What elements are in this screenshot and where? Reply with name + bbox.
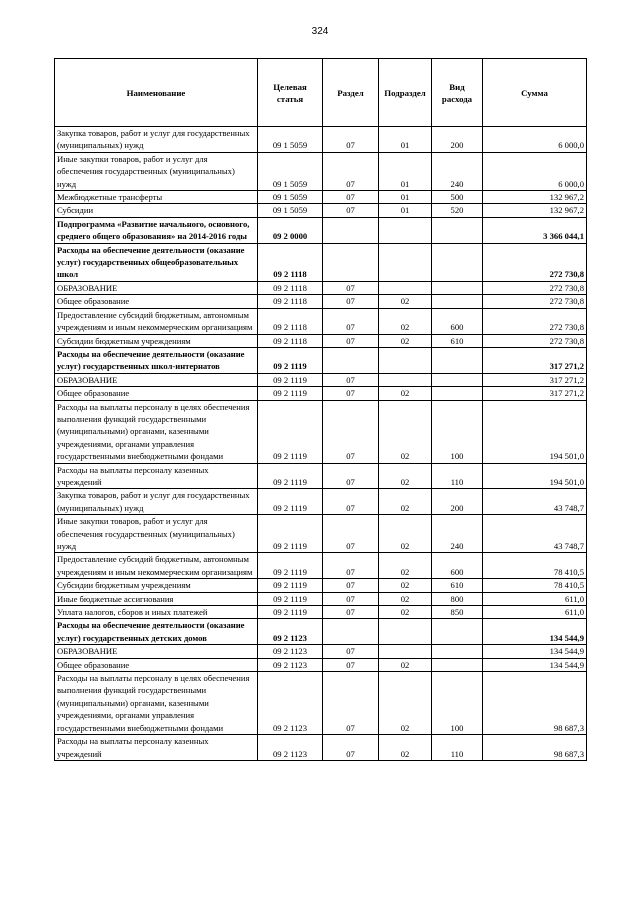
table-row bbox=[55, 672, 587, 735]
cell-name: Расходы на выплаты персоналу в целях обеспечения выполнения функций государственными (муниципальными) органами, казенными учреждениями, органами управления государственными внебюджетными фондами bbox=[55, 400, 258, 463]
cell-name: Общее образование bbox=[55, 658, 258, 671]
cell-section bbox=[323, 619, 379, 645]
table-row bbox=[55, 334, 587, 347]
table-body bbox=[55, 127, 587, 761]
cell-code: 09 2 1123 bbox=[258, 672, 323, 735]
cell-section: 07 bbox=[323, 735, 379, 761]
cell-subsection bbox=[379, 243, 432, 281]
cell-amount: 78 410,5 bbox=[483, 579, 587, 592]
cell-name: Иные закупки товаров, работ и услуг для обеспечения государственных (муниципальных) нужд bbox=[55, 515, 258, 553]
cell-type: 800 bbox=[432, 592, 483, 605]
cell-name: Закупка товаров, работ и услуг для государственных (муниципальных) нужд bbox=[55, 127, 258, 153]
header-amount: Сумма bbox=[483, 59, 587, 127]
cell-section: 07 bbox=[323, 373, 379, 386]
cell-section: 07 bbox=[323, 387, 379, 400]
header-section: Раздел bbox=[323, 59, 379, 127]
cell-amount: 272 730,8 bbox=[483, 334, 587, 347]
table-row bbox=[55, 217, 587, 243]
cell-section: 07 bbox=[323, 463, 379, 489]
cell-type bbox=[432, 281, 483, 294]
cell-section: 07 bbox=[323, 204, 379, 217]
cell-amount: 43 748,7 bbox=[483, 489, 587, 515]
cell-type: 600 bbox=[432, 553, 483, 579]
cell-section: 07 bbox=[323, 295, 379, 308]
cell-subsection: 02 bbox=[379, 463, 432, 489]
cell-subsection: 02 bbox=[379, 334, 432, 347]
table-row bbox=[55, 658, 587, 671]
table-row bbox=[55, 281, 587, 294]
cell-code: 09 2 1123 bbox=[258, 645, 323, 658]
table-row bbox=[55, 387, 587, 400]
table-row bbox=[55, 606, 587, 619]
cell-type: 610 bbox=[432, 334, 483, 347]
cell-name: Иные бюджетные ассигнования bbox=[55, 592, 258, 605]
cell-code: 09 2 1119 bbox=[258, 606, 323, 619]
cell-name: Расходы на выплаты персоналу в целях обеспечения выполнения функций государственными (муниципальными) органами, казенными учреждениями, органами управления государственными внебюджетными фондами bbox=[55, 672, 258, 735]
cell-name: Общее образование bbox=[55, 387, 258, 400]
cell-subsection: 02 bbox=[379, 295, 432, 308]
cell-subsection: 02 bbox=[379, 579, 432, 592]
cell-name: ОБРАЗОВАНИЕ bbox=[55, 645, 258, 658]
cell-subsection: 02 bbox=[379, 387, 432, 400]
table-row bbox=[55, 243, 587, 281]
cell-code: 09 2 1119 bbox=[258, 553, 323, 579]
cell-amount: 194 501,0 bbox=[483, 400, 587, 463]
cell-name: Предоставление субсидий бюджетным, автономным учреждениям и иным некоммерческим организациям bbox=[55, 553, 258, 579]
cell-subsection: 02 bbox=[379, 515, 432, 553]
table-row bbox=[55, 553, 587, 579]
cell-code: 09 2 1123 bbox=[258, 658, 323, 671]
cell-type bbox=[432, 347, 483, 373]
cell-name: Субсидии бюджетным учреждениям bbox=[55, 334, 258, 347]
cell-subsection: 02 bbox=[379, 658, 432, 671]
cell-code: 09 1 5059 bbox=[258, 127, 323, 153]
cell-name: Уплата налогов, сборов и иных платежей bbox=[55, 606, 258, 619]
cell-code: 09 2 1118 bbox=[258, 243, 323, 281]
cell-amount: 98 687,3 bbox=[483, 735, 587, 761]
cell-type: 100 bbox=[432, 400, 483, 463]
cell-type: 500 bbox=[432, 191, 483, 204]
cell-type: 240 bbox=[432, 515, 483, 553]
table-row bbox=[55, 347, 587, 373]
cell-section: 07 bbox=[323, 308, 379, 334]
cell-section: 07 bbox=[323, 127, 379, 153]
cell-code: 09 2 1123 bbox=[258, 735, 323, 761]
cell-type: 850 bbox=[432, 606, 483, 619]
cell-subsection: 02 bbox=[379, 592, 432, 605]
cell-code: 09 1 5059 bbox=[258, 204, 323, 217]
cell-type bbox=[432, 387, 483, 400]
cell-section: 07 bbox=[323, 489, 379, 515]
cell-amount: 317 271,2 bbox=[483, 387, 587, 400]
table-row bbox=[55, 463, 587, 489]
cell-code: 09 2 1118 bbox=[258, 295, 323, 308]
cell-section: 07 bbox=[323, 281, 379, 294]
cell-amount: 43 748,7 bbox=[483, 515, 587, 553]
cell-amount: 317 271,2 bbox=[483, 373, 587, 386]
cell-name: Расходы на обеспечение деятельности (оказание услуг) государственных общеобразовательных школ bbox=[55, 243, 258, 281]
cell-subsection bbox=[379, 645, 432, 658]
cell-name: ОБРАЗОВАНИЕ bbox=[55, 281, 258, 294]
cell-code: 09 2 1119 bbox=[258, 373, 323, 386]
cell-subsection: 01 bbox=[379, 204, 432, 217]
cell-section: 07 bbox=[323, 191, 379, 204]
cell-name: Межбюджетные трансферты bbox=[55, 191, 258, 204]
cell-section bbox=[323, 243, 379, 281]
cell-type bbox=[432, 295, 483, 308]
cell-subsection bbox=[379, 347, 432, 373]
cell-type bbox=[432, 373, 483, 386]
cell-type: 110 bbox=[432, 735, 483, 761]
cell-amount: 272 730,8 bbox=[483, 308, 587, 334]
table-row bbox=[55, 592, 587, 605]
table-row bbox=[55, 191, 587, 204]
cell-type bbox=[432, 645, 483, 658]
cell-subsection: 02 bbox=[379, 489, 432, 515]
cell-section: 07 bbox=[323, 400, 379, 463]
cell-name: Предоставление субсидий бюджетным, автономным учреждениям и иным некоммерческим организациям bbox=[55, 308, 258, 334]
cell-subsection bbox=[379, 217, 432, 243]
table-header-row bbox=[55, 59, 587, 127]
table-row bbox=[55, 152, 587, 190]
table-row bbox=[55, 579, 587, 592]
cell-code: 09 2 1123 bbox=[258, 619, 323, 645]
cell-subsection: 02 bbox=[379, 400, 432, 463]
cell-subsection: 02 bbox=[379, 553, 432, 579]
cell-subsection: 02 bbox=[379, 308, 432, 334]
cell-type bbox=[432, 217, 483, 243]
cell-type: 520 bbox=[432, 204, 483, 217]
cell-amount: 6 000,0 bbox=[483, 127, 587, 153]
cell-subsection bbox=[379, 619, 432, 645]
cell-name: Расходы на обеспечение деятельности (оказание услуг) государственных детских домов bbox=[55, 619, 258, 645]
cell-name: Расходы на обеспечение деятельности (оказание услуг) государственных школ-интернатов bbox=[55, 347, 258, 373]
cell-type: 240 bbox=[432, 152, 483, 190]
cell-amount: 272 730,8 bbox=[483, 295, 587, 308]
header-type: Вид расхода bbox=[432, 59, 483, 127]
cell-section: 07 bbox=[323, 606, 379, 619]
cell-section: 07 bbox=[323, 658, 379, 671]
cell-section: 07 bbox=[323, 645, 379, 658]
cell-amount: 98 687,3 bbox=[483, 672, 587, 735]
cell-name: Расходы на выплаты персоналу казенных учреждений bbox=[55, 463, 258, 489]
cell-section: 07 bbox=[323, 152, 379, 190]
cell-code: 09 2 1119 bbox=[258, 489, 323, 515]
cell-type bbox=[432, 243, 483, 281]
cell-amount: 317 271,2 bbox=[483, 347, 587, 373]
cell-amount: 6 000,0 bbox=[483, 152, 587, 190]
cell-subsection: 02 bbox=[379, 606, 432, 619]
cell-code: 09 2 1119 bbox=[258, 579, 323, 592]
cell-code: 09 2 1119 bbox=[258, 463, 323, 489]
cell-subsection: 02 bbox=[379, 672, 432, 735]
cell-code: 09 2 1119 bbox=[258, 400, 323, 463]
cell-name: Иные закупки товаров, работ и услуг для обеспечения государственных (муниципальных) нужд bbox=[55, 152, 258, 190]
budget-table bbox=[54, 58, 587, 761]
table-row bbox=[55, 308, 587, 334]
table-row bbox=[55, 295, 587, 308]
table-row bbox=[55, 373, 587, 386]
cell-amount: 194 501,0 bbox=[483, 463, 587, 489]
cell-section: 07 bbox=[323, 672, 379, 735]
cell-type bbox=[432, 658, 483, 671]
cell-subsection: 01 bbox=[379, 127, 432, 153]
cell-name: Расходы на выплаты персоналу казенных учреждений bbox=[55, 735, 258, 761]
table-row bbox=[55, 400, 587, 463]
cell-section: 07 bbox=[323, 579, 379, 592]
cell-amount: 134 544,9 bbox=[483, 619, 587, 645]
cell-amount: 78 410,5 bbox=[483, 553, 587, 579]
cell-section: 07 bbox=[323, 515, 379, 553]
cell-amount: 272 730,8 bbox=[483, 281, 587, 294]
cell-code: 09 2 1118 bbox=[258, 281, 323, 294]
cell-code: 09 2 1118 bbox=[258, 308, 323, 334]
cell-type: 100 bbox=[432, 672, 483, 735]
cell-amount: 272 730,8 bbox=[483, 243, 587, 281]
cell-code: 09 1 5059 bbox=[258, 152, 323, 190]
cell-section bbox=[323, 217, 379, 243]
cell-amount: 132 967,2 bbox=[483, 191, 587, 204]
cell-code: 09 2 1118 bbox=[258, 334, 323, 347]
page-number: 324 bbox=[311, 26, 329, 37]
cell-code: 09 2 0000 bbox=[258, 217, 323, 243]
header-code: Целевая статья bbox=[258, 59, 323, 127]
cell-name: Субсидии bbox=[55, 204, 258, 217]
table-row bbox=[55, 515, 587, 553]
table-row bbox=[55, 619, 587, 645]
cell-section bbox=[323, 347, 379, 373]
cell-amount: 134 544,9 bbox=[483, 645, 587, 658]
cell-name: Подпрограмма «Развитие начального, основного, среднего общего образования» на 2014-2016 годы bbox=[55, 217, 258, 243]
cell-amount: 611,0 bbox=[483, 606, 587, 619]
header-name: Наименование bbox=[55, 59, 258, 127]
cell-type: 200 bbox=[432, 489, 483, 515]
cell-section: 07 bbox=[323, 553, 379, 579]
cell-type: 200 bbox=[432, 127, 483, 153]
cell-subsection: 01 bbox=[379, 191, 432, 204]
table-row bbox=[55, 489, 587, 515]
table-row bbox=[55, 645, 587, 658]
cell-code: 09 2 1119 bbox=[258, 347, 323, 373]
cell-subsection: 01 bbox=[379, 152, 432, 190]
cell-code: 09 1 5059 bbox=[258, 191, 323, 204]
cell-amount: 3 366 044,1 bbox=[483, 217, 587, 243]
cell-name: Субсидии бюджетным учреждениям bbox=[55, 579, 258, 592]
cell-amount: 611,0 bbox=[483, 592, 587, 605]
cell-section: 07 bbox=[323, 592, 379, 605]
table-row bbox=[55, 204, 587, 217]
cell-name: Общее образование bbox=[55, 295, 258, 308]
cell-subsection bbox=[379, 373, 432, 386]
cell-code: 09 2 1119 bbox=[258, 515, 323, 553]
cell-subsection bbox=[379, 281, 432, 294]
table-row bbox=[55, 127, 587, 153]
cell-amount: 132 967,2 bbox=[483, 204, 587, 217]
cell-code: 09 2 1119 bbox=[258, 592, 323, 605]
cell-amount: 134 544,9 bbox=[483, 658, 587, 671]
cell-type bbox=[432, 619, 483, 645]
header-subsection: Подраздел bbox=[379, 59, 432, 127]
cell-name: Закупка товаров, работ и услуг для государственных (муниципальных) нужд bbox=[55, 489, 258, 515]
cell-code: 09 2 1119 bbox=[258, 387, 323, 400]
cell-type: 110 bbox=[432, 463, 483, 489]
cell-type: 600 bbox=[432, 308, 483, 334]
cell-type: 610 bbox=[432, 579, 483, 592]
cell-name: ОБРАЗОВАНИЕ bbox=[55, 373, 258, 386]
cell-subsection: 02 bbox=[379, 735, 432, 761]
table-row bbox=[55, 735, 587, 761]
cell-section: 07 bbox=[323, 334, 379, 347]
